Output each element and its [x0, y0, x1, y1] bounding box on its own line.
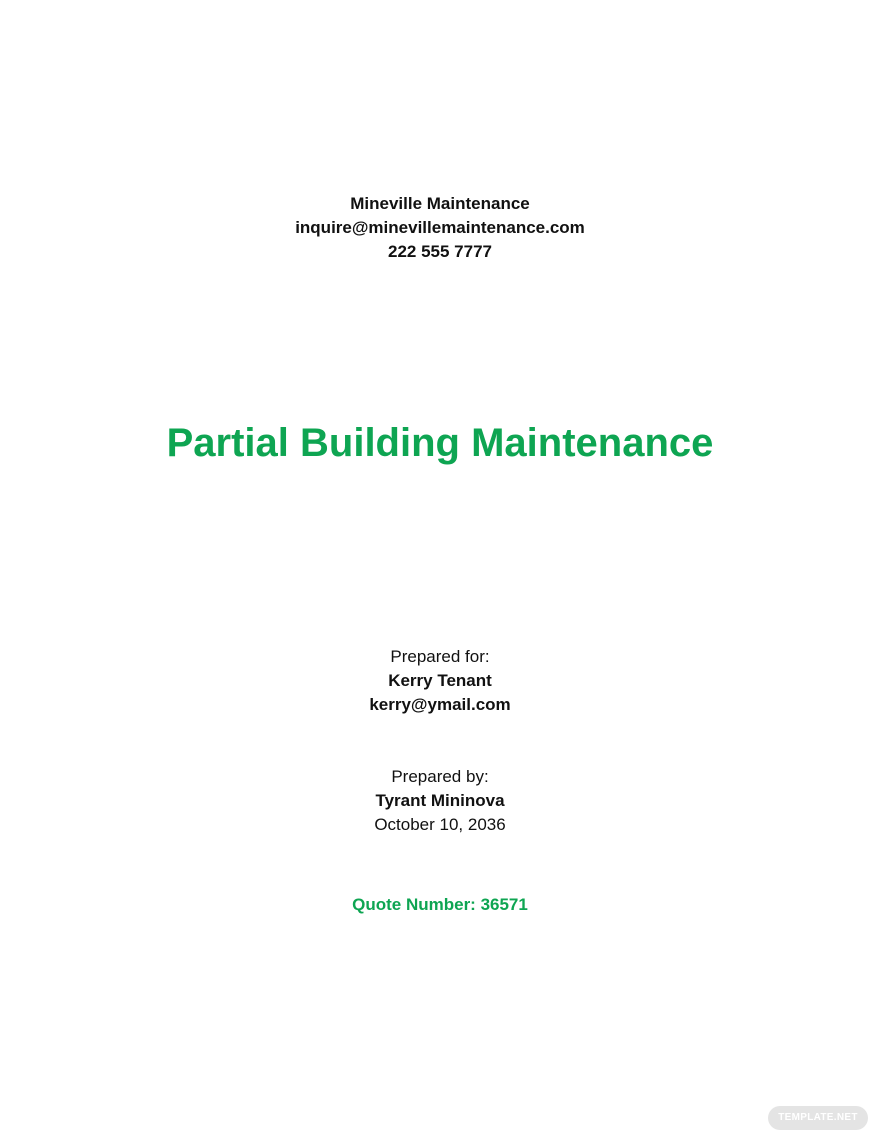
company-name: Mineville Maintenance	[350, 194, 530, 213]
prepared-date: October 10, 2036	[374, 815, 506, 834]
preparer-name: Tyrant Mininova	[375, 791, 505, 810]
client-name: Kerry Tenant	[388, 671, 492, 690]
company-phone: 222 555 7777	[388, 242, 492, 261]
company-email: inquire@minevillemaintenance.com	[295, 218, 585, 237]
prepared-for-block	[0, 645, 880, 717]
prepared-for-label: Prepared for:	[390, 647, 490, 666]
company-header	[0, 192, 880, 264]
prepared-by-label: Prepared by:	[391, 767, 489, 786]
quote-number: Quote Number: 36571	[352, 895, 528, 914]
prepared-by-block	[0, 765, 880, 837]
document-title: Partial Building Maintenance	[166, 421, 714, 465]
client-email: kerry@ymail.com	[369, 695, 511, 714]
watermark-badge: TEMPLATE.NET	[768, 1106, 868, 1130]
